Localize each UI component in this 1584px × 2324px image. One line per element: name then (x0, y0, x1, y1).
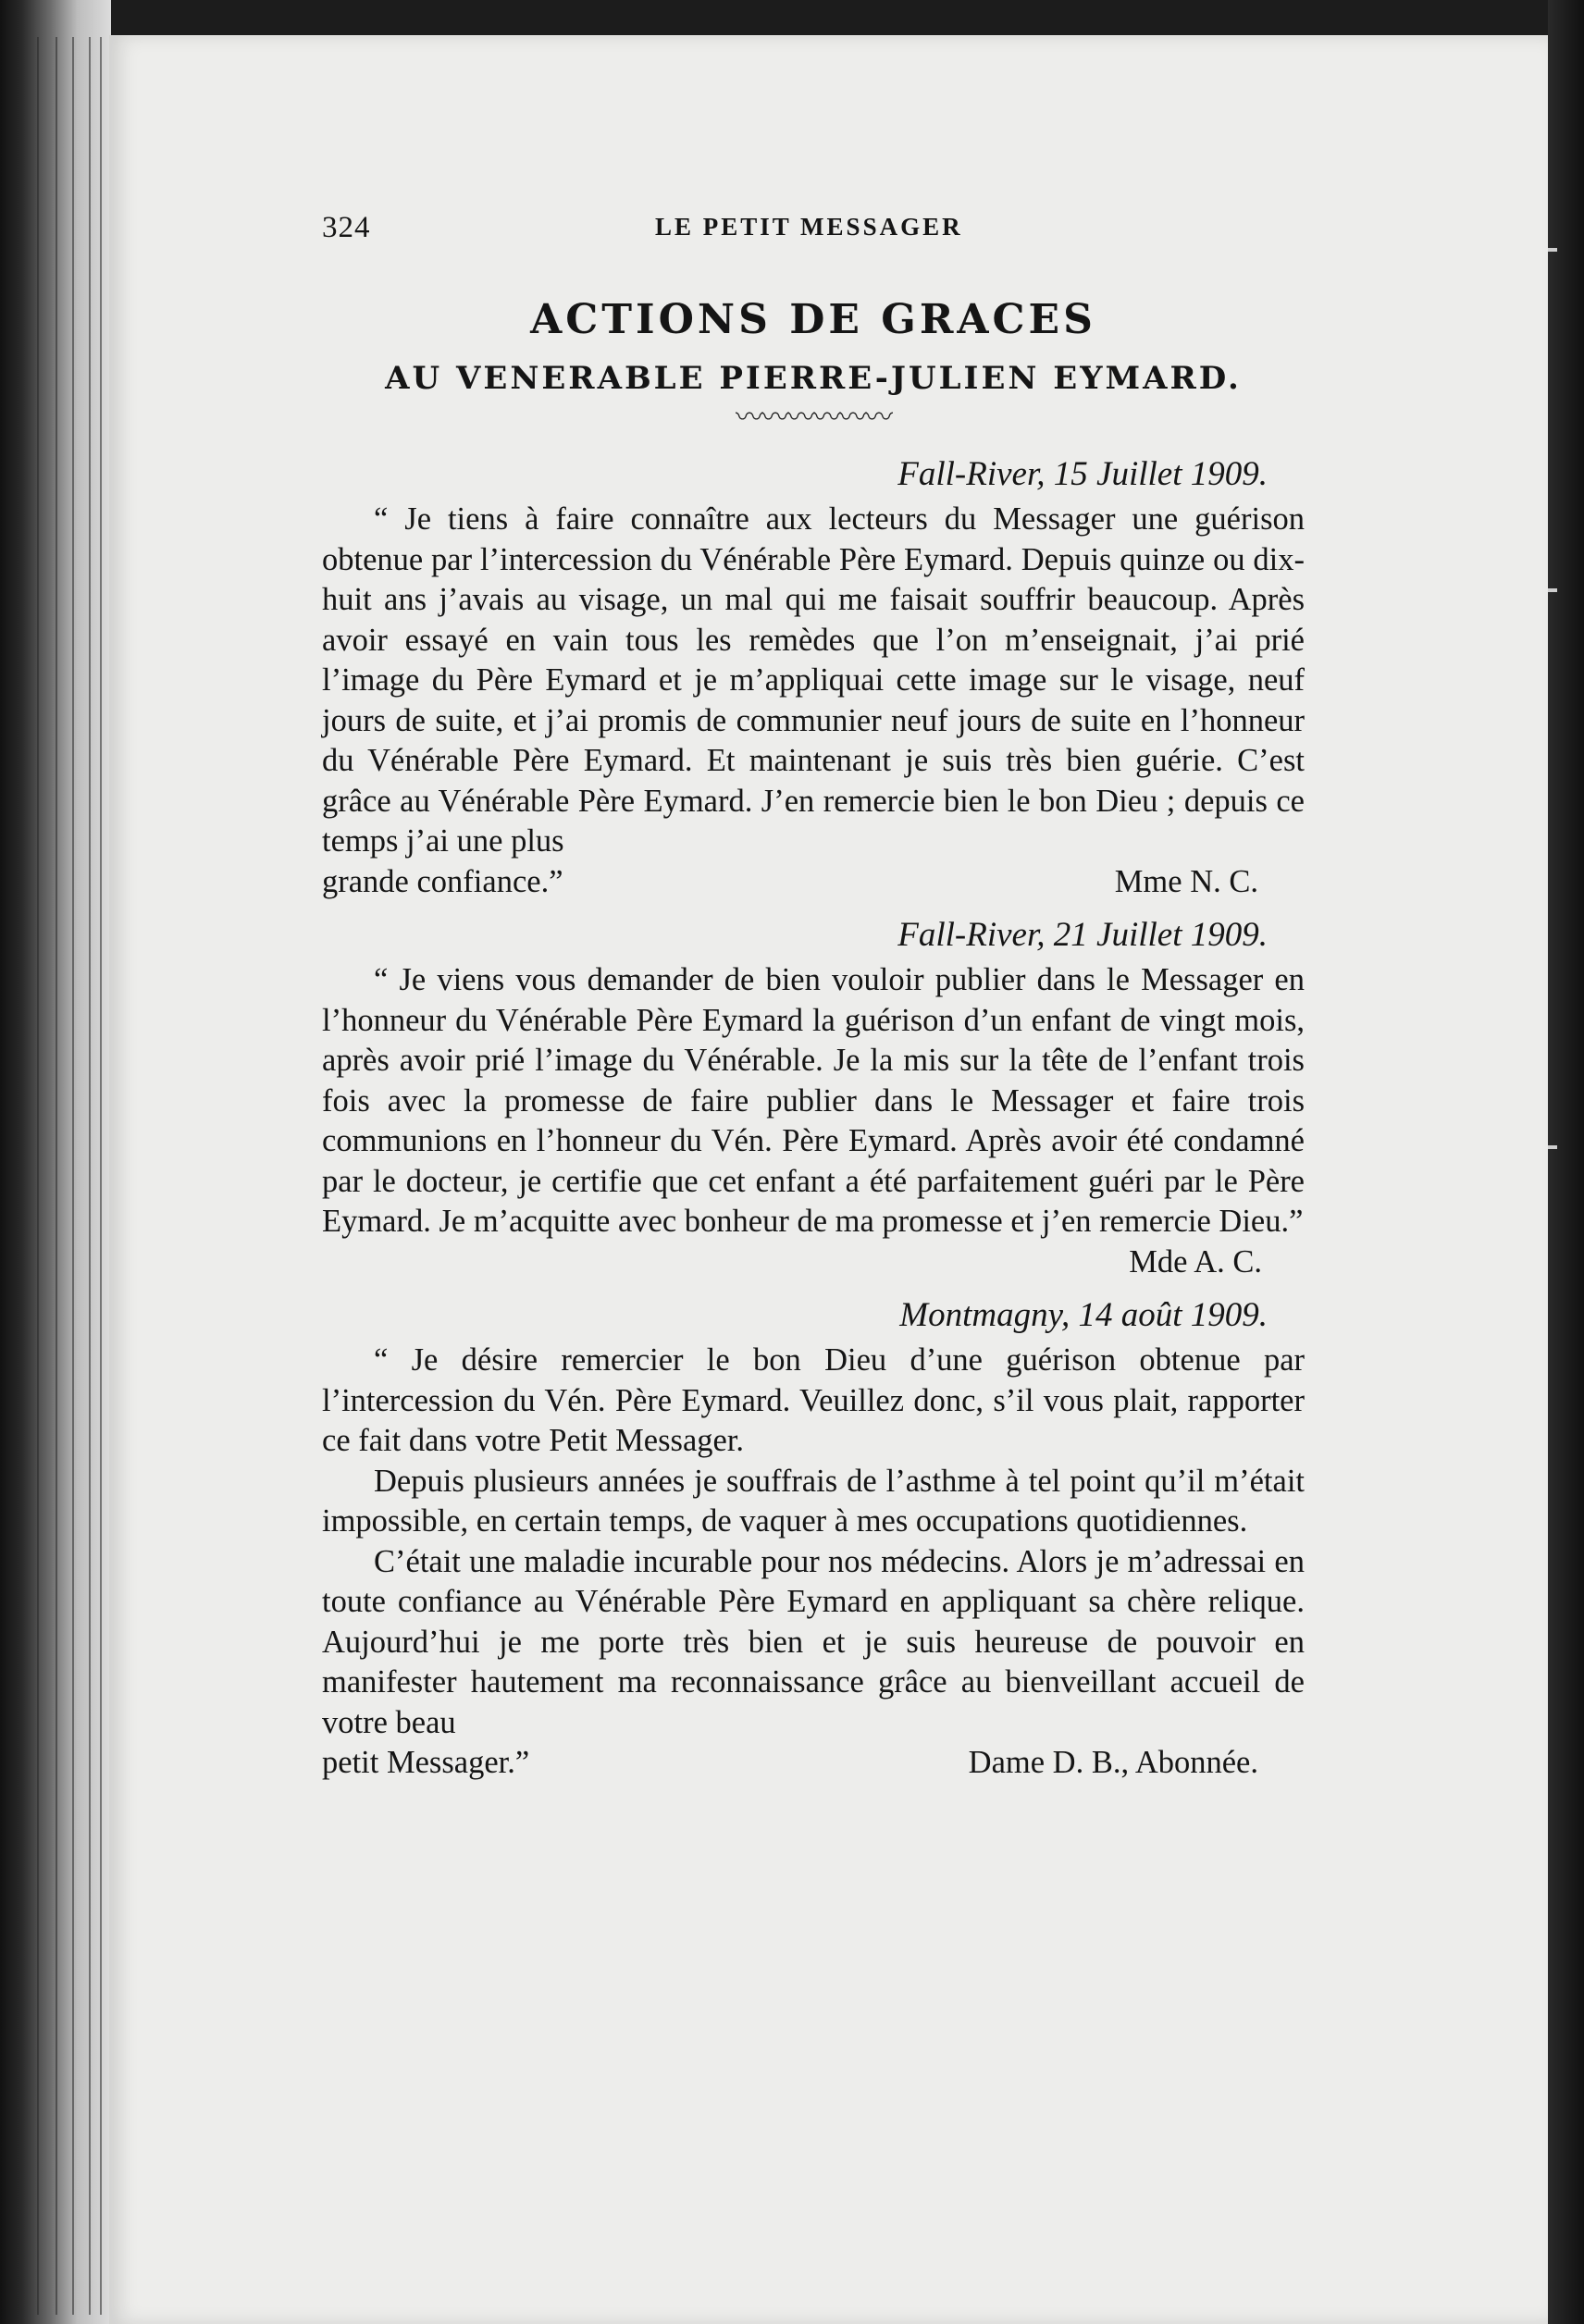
letter-closing-line (322, 1743, 1305, 1784)
letter-paragraph: C’était une maladie incurable pour nos médecins. Alors je m’adressai en toute confiance au Vénérable Père Eymard en appliquant sa chère relique. Aujourd’hui je me porte très bien et je suis heureuse de pouvoir en manifester hautement ma reconnaissance grâce au bienveillant accueil de votre beau (322, 1543, 1305, 1740)
letter-closing-line (322, 862, 1305, 903)
letter-dateline: Montmagny, 14 août 1909. (899, 1296, 1268, 1334)
letter (322, 454, 1305, 902)
section-title: ACTIONS DE GRACES (530, 296, 1096, 343)
letter (322, 1295, 1305, 1784)
letter-closing-text: petit Messager.” (322, 1745, 530, 1780)
page-content (322, 204, 1305, 1784)
letter-paragraph: Depuis plusieurs années je souffrais de l’asthme à tel point qu’il m’était impossible, en certain temps, de vaquer à mes occupations quotidiennes. (322, 1463, 1305, 1539)
letter (322, 915, 1305, 1282)
page-number: 324 (322, 211, 371, 244)
letter-paragraph: “ Je viens vous demander de bien vouloir publier dans le Messager en l’honneur du Vénérable Père Eymard la guérison d’un enfant de vingt mois, après avoir prié l’image du Vénérable. Je la mis sur la tête de l’enfant trois fois avec la promesse de faire publier dans le Messager et faire trois communions en l’honneur du Vén. Père Eymard. Après avoir été condamné par le docteur, je certifie que cet enfant a été parfaitement guéri par le Père Eymard. Je m’acquitte avec bonheur de ma promesse et j’en remercie Dieu.” (322, 962, 1305, 1239)
running-head (322, 204, 1305, 259)
ornament-divider: 〰〰〰〰〰〰 (736, 402, 891, 433)
next-page-edge (1548, 0, 1584, 2324)
letter-dateline: Fall-River, 21 Juillet 1909. (897, 916, 1268, 954)
letter-paragraph: “ Je désire remercier le bon Dieu d’une guérison obtenue par l’intercession du Vén. Père Eymard. Veuillez donc, s’il vous plait, rapporter ce fait dans votre Petit Messager. (322, 1342, 1305, 1458)
letter-paragraph: “ Je tiens à faire connaître aux lecteurs du Messager une guérison obtenue par l’intercession du Vénérable Père Eymard. Depuis quinze ou dix-huit ans j’avais au visage, un mal qui me faisait souffrir beaucoup. Après avoir essayé en vain tous les remèdes que l’on m’enseignait, j’ai prié l’image du Père Eymard et je m’appliquai cette image sur le visage, neuf jours de suite, et j’ai promis de communier neuf jours de suite en l’honneur du Vénérable Père Eymard. Et maintenant je suis très bien guérie. C’est grâce au Vénérable Père Eymard. J’en remercie bien le bon Dieu ; depuis ce temps j’ai une plus (322, 501, 1305, 859)
running-title: LE PETIT MESSAGER (655, 213, 963, 241)
letter-signature: Mme N. C. (1114, 863, 1258, 899)
letter-closing-text: grande confiance.” (322, 863, 563, 899)
letter-signature: Dame D. B., Abonnée. (968, 1745, 1258, 1780)
section-subtitle: AU VENERABLE PIERRE-JULIEN EYMARD. (385, 360, 1242, 397)
letter-signature: Mde A. C. (1129, 1243, 1262, 1279)
book-spine-edge (0, 0, 111, 2324)
letter-dateline: Fall-River, 15 Juillet 1909. (897, 455, 1268, 493)
